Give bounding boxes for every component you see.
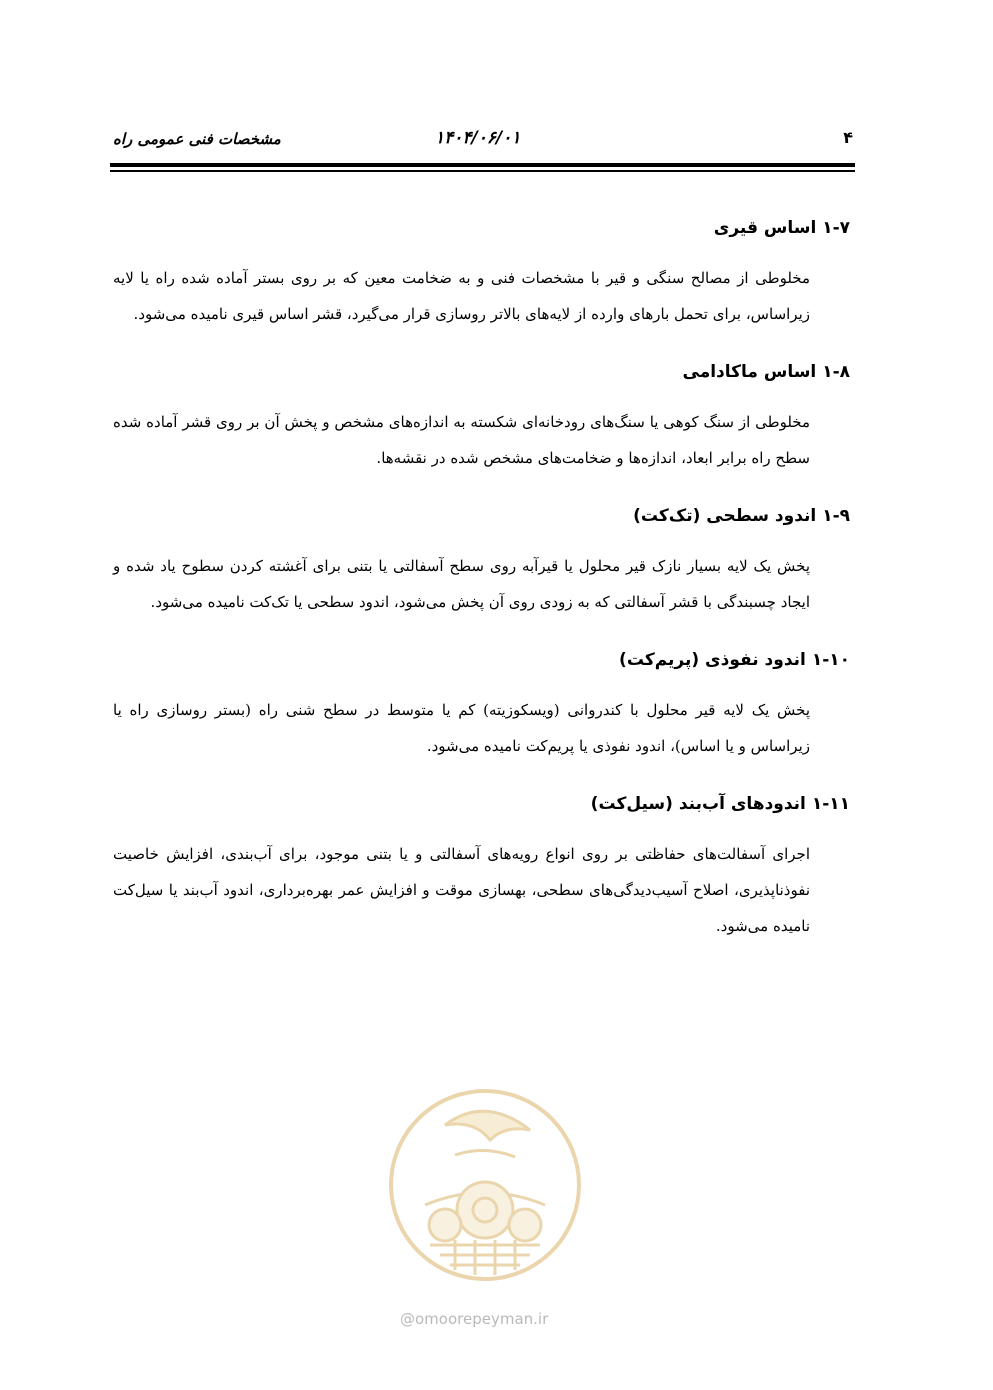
section-tack-coat: [113, 498, 850, 620]
page-header: [113, 128, 853, 160]
section-paragraph: پخش یک لایه بسیار نازک قیر محلول یا قیرآبه روی سطح آسفالتی یا بتنی برای آغشته کردن سطوح یاد شده و ایجاد چسبندگی با قشر آسفالتی که به زودی روی آن پخش می‌شود، اندود سطحی یا تک‌کت نامیده می‌شود.: [113, 557, 810, 611]
section-bituminous-base: [113, 210, 850, 332]
section-heading: ۱-۹ اندود سطحی (تک‌کت): [633, 506, 850, 526]
section-heading: ۱-۷ اساس قیری: [713, 218, 850, 238]
header-title: مشخصات فنی عمومی راه: [113, 130, 281, 148]
section-paragraph: اجرای آسفالت‌های حفاظتی بر روی انواع رویه‌های آسفالتی و یا بتنی موجود، برای آب‌بندی، افزایش خاصیت نفوذناپذیری، اصلاح آسیب‌دیدگی‌های سطحی، بهسازی موقت و افزایش عمر بهره‌برداری، اندود آب‌بند یا سیل‌کت نامیده می‌شود.: [113, 845, 810, 935]
section-paragraph: پخش یک لایه قیر محلول با کندروانی (ویسکوزیته) کم یا متوسط در سطح شنی راه (بستر روسازی راه یا زیراساس و یا اساس)، اندود نفوذی یا پریم‌کت نامیده می‌شود.: [113, 701, 810, 755]
section-heading: ۱-۱۱ اندودهای آب‌بند (سیل‌کت): [590, 794, 850, 814]
section-macadam-base: [113, 354, 850, 476]
section-seal-coat: [113, 786, 850, 944]
watermark-url: @omoorepeyman.ir: [400, 1310, 549, 1328]
section-heading: ۱-۱۰ اندود نفوذی (پریم‌کت): [619, 650, 850, 670]
section-paragraph: مخلوطی از سنگ کوهی یا سنگ‌های رودخانه‌ای شکسته به اندازه‌های مشخص و پخش آن بر روی قشر آماده شده سطح راه برابر ابعاد، اندازه‌ها و ضخامت‌های مشخص شده در نقشه‌ها.: [113, 413, 810, 467]
section-paragraph: مخلوطی از مصالح سنگی و قیر با مشخصات فنی و به ضخامت معین که بر روی بستر آماده شده راه یا لایه زیراساس، برای تحمل بارهای وارده از لایه‌های بالاتر روسازی قرار می‌گیرد، قشر اساس قیری نامیده می‌شود.: [113, 269, 810, 323]
header-date: ۱۴۰۴/۰۶/۰۱: [435, 128, 521, 148]
page-number: ۴: [843, 128, 853, 147]
header-rule-thin: [110, 170, 855, 172]
section-prime-coat: [113, 642, 850, 764]
watermark-logo-icon: [385, 1085, 585, 1285]
section-heading: ۱-۸ اساس ماکادامی: [682, 362, 850, 382]
header-rule-thick: [110, 163, 855, 167]
document-body: [113, 210, 850, 966]
